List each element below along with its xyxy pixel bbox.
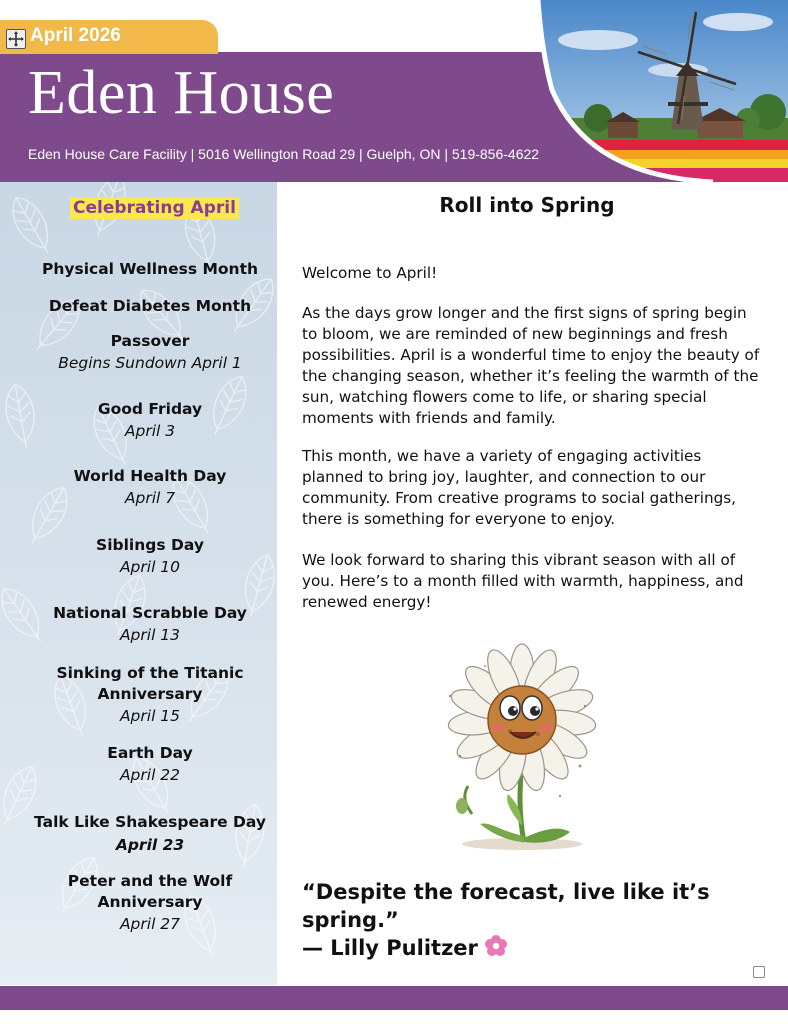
page-title: Eden House: [28, 59, 335, 127]
intro-paragraph: Welcome to April!: [302, 264, 438, 282]
event-date: April 7: [124, 489, 176, 507]
event-item: [10, 466, 290, 509]
facility-info: Eden House Care Facility | 5016 Wellington Road 29 | Guelph, ON | 519-856-4622: [28, 146, 540, 162]
event-item: [30, 663, 270, 727]
event-name: Talk Like Shakespeare Day: [34, 813, 266, 831]
checkbox-icon[interactable]: [753, 966, 765, 978]
body-paragraph: This month, we have a variety of engaging activities planned to bring joy, laughter, and connection to our community. From creative programs to social gatherings, there is something for everyone to enjoy.: [302, 447, 736, 528]
event-item: [30, 871, 270, 935]
article-heading: Roll into Spring: [439, 193, 615, 217]
event-name: World Health Day: [73, 467, 227, 485]
body-paragraph: We look forward to sharing this vibrant season with all of you. Here’s to a month filled with warmth, happiness, and renewed energy!: [302, 551, 744, 611]
event-name: National Scrabble Day: [53, 604, 247, 622]
event-name: Earth Day: [107, 744, 193, 762]
quote-author-line: [302, 934, 772, 962]
event-date: Begins Sundown April 1: [58, 354, 242, 372]
event-item: [10, 331, 290, 374]
event-date: April 27: [119, 915, 181, 933]
event-date: April 23: [115, 836, 185, 854]
move-icon[interactable]: [6, 29, 26, 49]
event-name: Sinking of the Titanic Anniversary: [56, 664, 244, 703]
quote-text: “Despite the forecast, live like it’s spring.”: [302, 880, 710, 932]
event-date: April 10: [119, 558, 181, 576]
daisy-cartoon-image: [410, 636, 620, 860]
event-name: Siblings Day: [96, 536, 204, 554]
quote-block: [302, 878, 772, 962]
pink-flower-icon: [484, 934, 508, 958]
windmill-photo: [538, 0, 788, 182]
event-name: Peter and the Wolf Anniversary: [67, 872, 233, 911]
event-date: April 15: [119, 707, 181, 725]
event-date: April 3: [124, 422, 176, 440]
body-paragraph: As the days grow longer and the first signs of spring begin to bloom, we are reminded of new beginnings and fresh possibilities. April is a wonderful time to enjoy the beauty of the changing season, whether it’s feeling the warmth of the sun, watching flowers come to life, or sharing special moments with friends and family.: [302, 304, 760, 427]
event-item: [10, 743, 290, 786]
quote-author: — Lilly Pulitzer: [302, 936, 478, 960]
celebrating-heading: Celebrating April: [70, 197, 239, 219]
event-item: [10, 259, 290, 280]
event-item: [10, 535, 290, 578]
event-item: [10, 296, 290, 317]
month-label: April 2026: [30, 25, 121, 46]
event-name: Good Friday: [97, 400, 203, 418]
event-name: Physical Wellness Month: [41, 260, 259, 278]
event-item: [10, 399, 290, 442]
event-name: Defeat Diabetes Month: [48, 297, 252, 315]
event-date: April 13: [119, 626, 181, 644]
event-date: April 22: [119, 766, 181, 784]
event-item: [10, 603, 290, 646]
footer-bar: [0, 986, 788, 1010]
event-name: Passover: [110, 332, 190, 350]
event-item: [30, 811, 270, 857]
header: [0, 0, 788, 182]
